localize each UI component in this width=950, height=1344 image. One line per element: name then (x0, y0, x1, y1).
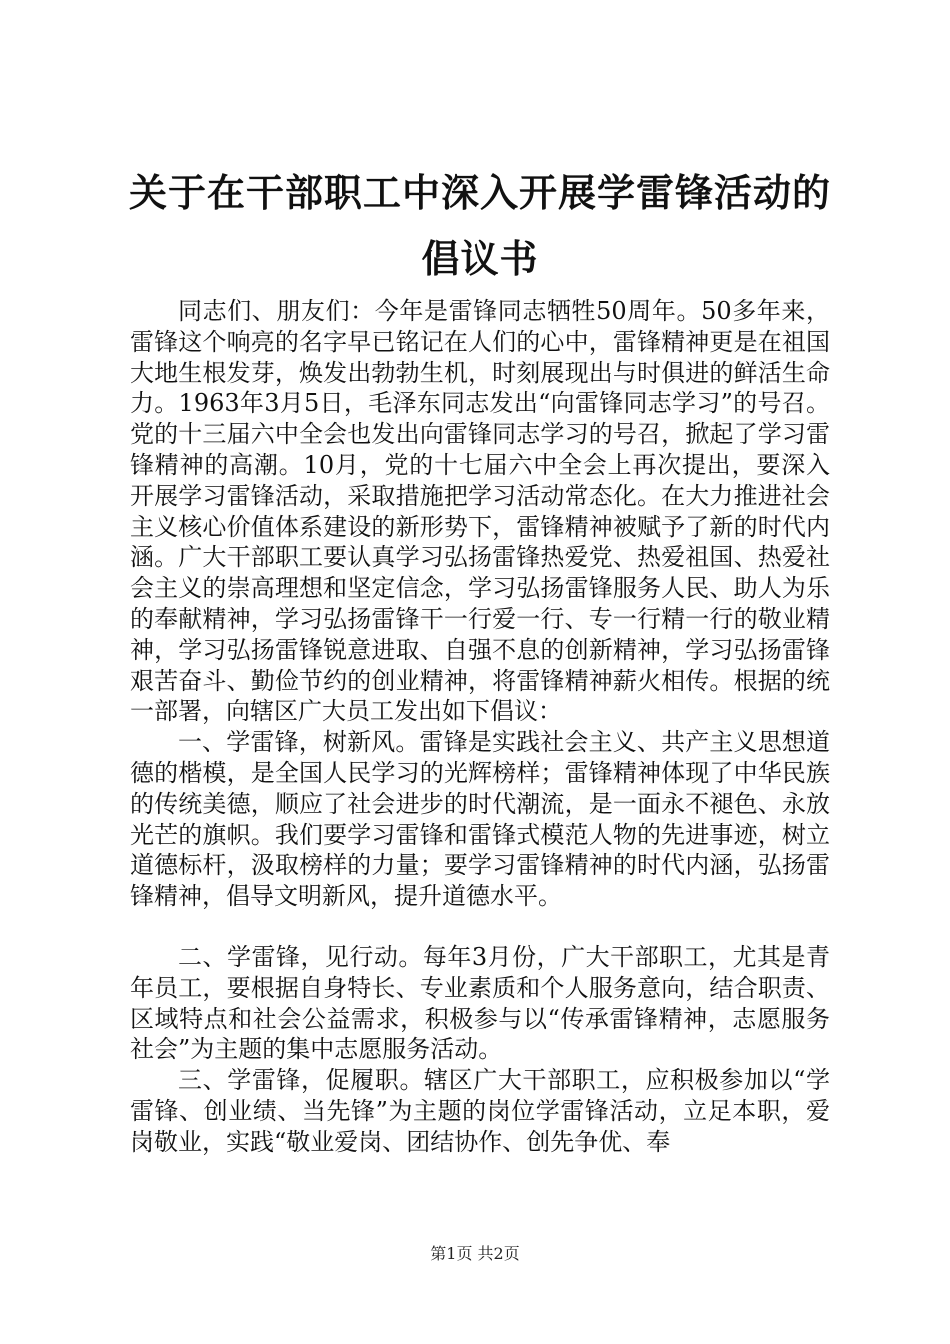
page-number-footer: 第1页 共2页 (430, 1244, 520, 1263)
document-title: 关于在干部职工中深入开展学雷锋活动的倡议书 (128, 171, 831, 281)
paragraph-proposal-1: 一、学雷锋，树新风。雷锋是实践社会主义、共产主义思想道德的楷模，是全国人民学习的光辉榜样；雷锋精神体现了中华民族的传统美德，顺应了社会进步的时代潮流，是一面永不褪色、永放光芒的旗帜。我们要学习雷锋和雷锋式模范人物的先进事迹，树立道德标杆，汲取榜样的力量；要学习雷锋精神的时代内涵，弘扬雷锋精神，倡导文明新风，提升道德水平。 (130, 728, 830, 911)
document-body (130, 296, 830, 1158)
paragraph-intro: 同志们、朋友们：今年是雷锋同志牺牲50周年。50多年来，雷锋这个响亮的名字早已铭记在人们的心中，雷锋精神更是在祖国大地生根发芽，焕发出勃勃生机，时刻展现出与时俱进的鲜活生命力。1963年3月5日，毛泽东同志发出“向雷锋同志学习”的号召。党的十三届六中全会也发出向雷锋同志学习的号召，掀起了学习雷锋精神的高潮。10月，党的十七届六中全会上再次提出，要深入开展学习雷锋活动，采取措施把学习活动常态化。在大力推进社会主义核心价值体系建设的新形势下，雷锋精神被赋予了新的时代内涵。广大干部职工要认真学习弘扬雷锋热爱党、热爱祖国、热爱社会主义的崇高理想和坚定信念，学习弘扬雷锋服务人民、助人为乐的奉献精神，学习弘扬雷锋干一行爱一行、专一行精一行的敬业精神，学习弘扬雷锋锐意进取、自强不息的创新精神，学习弘扬雷锋艰苦奋斗、勤俭节约的创业精神，将雷锋精神薪火相传。根据的统一部署，向辖区广大员工发出如下倡议： (130, 297, 830, 726)
paragraph-proposal-3: 三、学雷锋，促履职。辖区广大干部职工，应积极参加以“学雷锋、创业绩、当先锋”为主题的岗位学雷锋活动，立足本职，爱岗敬业，实践“敬业爱岗、团结协作、创先争优、奉 (130, 1066, 830, 1156)
paragraph-proposal-2: 二、学雷锋，见行动。每年3月份，广大干部职工，尤其是青年员工，要根据自身特长、专业素质和个人服务意向，结合职责、区域特点和社会公益需求，积极参与以“传承雷锋精神，志愿服务社会”为主题的集中志愿服务活动。 (130, 942, 830, 1064)
